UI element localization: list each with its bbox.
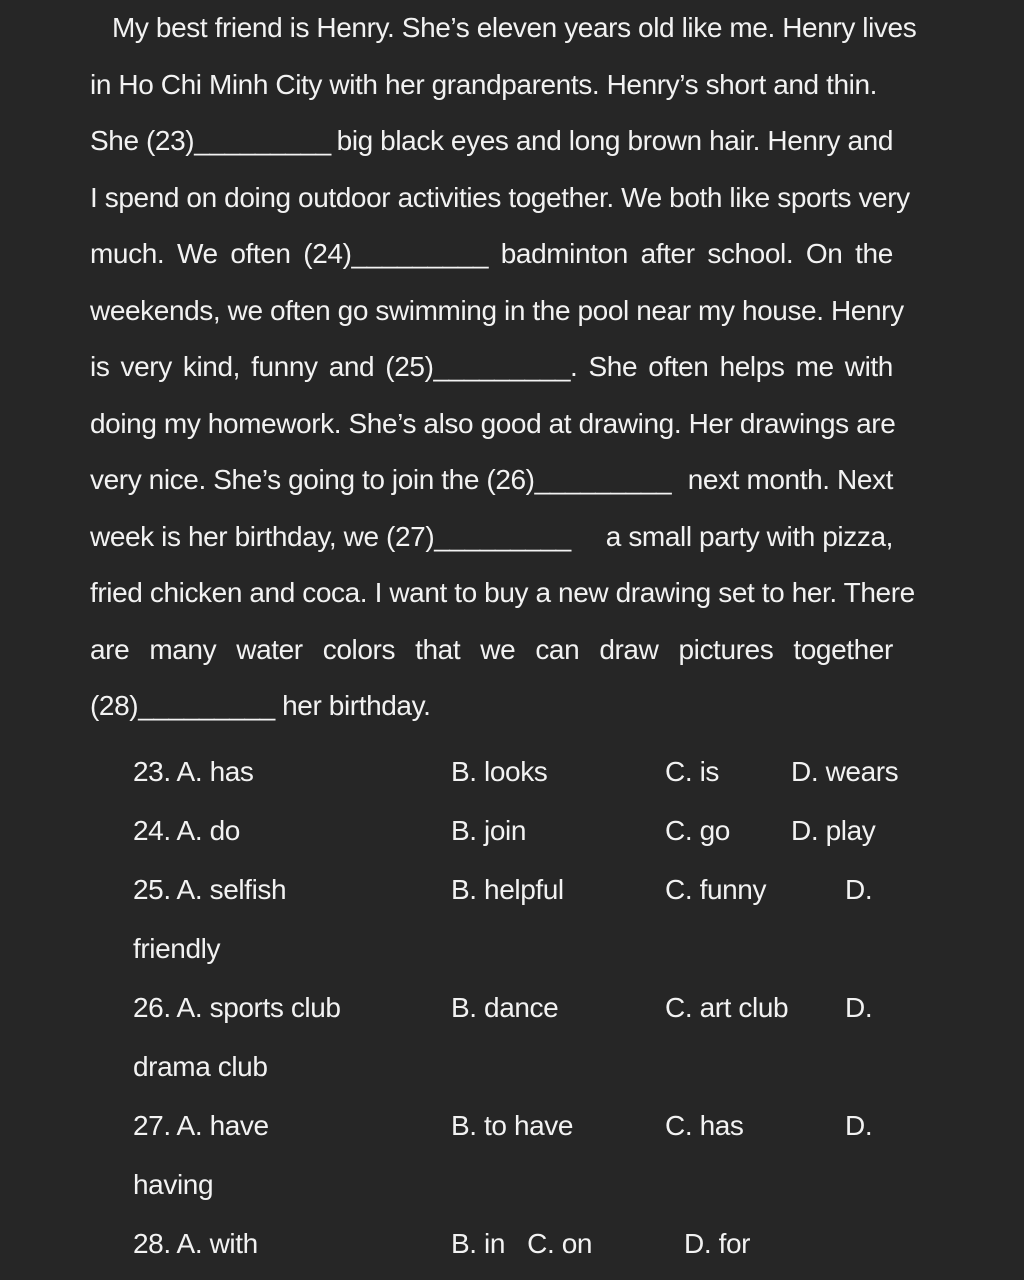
passage-word: funny [251,351,318,382]
passage-text: fried chicken and coca. I want to buy a new drawing set to her. There [90,577,915,608]
question-28 [0,1214,1024,1273]
option-d: D. wears [791,756,899,787]
option-b: B. helpful [451,874,564,905]
question-27 [0,1096,1024,1155]
option-c: C. has [665,1110,744,1141]
passage-word: On [805,238,843,269]
passage-text: She (23)_________ [90,125,331,156]
passage-text: a small party with pizza, [605,520,893,552]
passage-line [90,283,904,340]
passage-text: week is her birthday, we (27)_________ [90,520,571,552]
passage-word: that [415,633,461,665]
reading-passage [90,0,917,735]
passage-word: draw [599,633,659,665]
passage-text: very nice. She’s going to join the (26)_________ [90,464,672,495]
passage-word: the [855,238,893,269]
passage-word: She [588,351,638,382]
option-b-and-c: B. in C. on [451,1228,593,1259]
passage-word: helps [719,351,785,382]
passage-line [90,565,915,622]
passage-word: very [120,351,172,382]
passage-word: school. [707,238,794,269]
option-d: D. play [791,815,876,846]
option-a: 27. A. have [133,1110,269,1141]
passage-line [90,0,917,57]
option-d: D. [845,992,873,1023]
option-d-continued: having [133,1169,214,1200]
passage-line [90,339,893,396]
option-a: 28. A. with [133,1228,258,1259]
passage-line [90,622,893,679]
question-26 [0,978,1024,1037]
passage-word: is [90,351,110,382]
option-a: 24. A. do [133,815,240,846]
passage-word: after [640,238,695,269]
passage-word: kind, [182,351,241,382]
passage-line [90,452,893,509]
passage-text: doing my homework. She’s also good at drawing. Her drawings are [90,407,896,439]
passage-line [90,396,896,453]
option-d: D. [845,874,873,905]
passage-text: (28)_________ her birthday. [90,690,431,721]
passage-text: weekends, we often go swimming in the pool near my house. Henry [90,294,904,326]
passage-line [90,509,893,566]
passage-text: My best friend is Henry. She’s eleven years old like me. Henry lives [112,12,917,43]
passage-line [90,113,893,170]
question-24 [0,801,1024,860]
passage-line [90,170,910,227]
passage-line [90,57,893,114]
option-d-continued: drama club [133,1051,268,1082]
passage-word: many [149,633,217,665]
passage-word: We [176,238,218,269]
answer-options [0,742,1024,1273]
passage-word: often [230,238,291,269]
option-a: 25. A. selfish [133,874,287,905]
option-c: C. funny [665,874,767,905]
passage-word: often [648,351,709,382]
option-b: B. dance [451,992,559,1023]
option-a: 23. A. has [133,756,254,787]
option-b: B. to have [451,1110,574,1141]
passage-line [90,226,893,283]
passage-line [90,678,893,735]
option-c: C. go [665,815,730,846]
passage-word: we [480,633,516,665]
passage-text: in Ho Chi Minh City with her grandparents. Henry’s short and thin. [90,68,878,100]
passage-word: water [236,633,303,665]
passage-word: pictures [678,633,774,665]
passage-word: are [90,633,130,665]
passage-text: next month. Next [687,464,893,495]
passage-word: with [844,351,893,382]
passage-word: much. [90,238,165,269]
question-23 [0,742,1024,801]
option-b: B. looks [451,756,548,787]
passage-word: together [793,633,893,665]
passage-text: big black eyes and long brown hair. Henry and [336,125,893,156]
passage-word: can [535,633,580,665]
passage-word: badminton [500,238,628,269]
passage-word: colors [322,633,396,665]
option-d: D. [845,1110,873,1141]
option-c: C. is [665,756,720,787]
passage-word: (25)_________. [385,351,578,382]
option-c: C. art club [665,992,789,1023]
option-b: B. join [451,815,527,846]
option-d-continued: friendly [133,933,221,964]
passage-text: I spend on doing outdoor activities together. We both like sports very [90,181,910,213]
option-a: 26. A. sports club [133,992,341,1023]
passage-word: and [328,351,375,382]
option-d: D. for [684,1228,751,1259]
passage-word: (24)_________ [303,238,489,269]
question-25 [0,860,1024,919]
passage-word: me [795,351,834,382]
